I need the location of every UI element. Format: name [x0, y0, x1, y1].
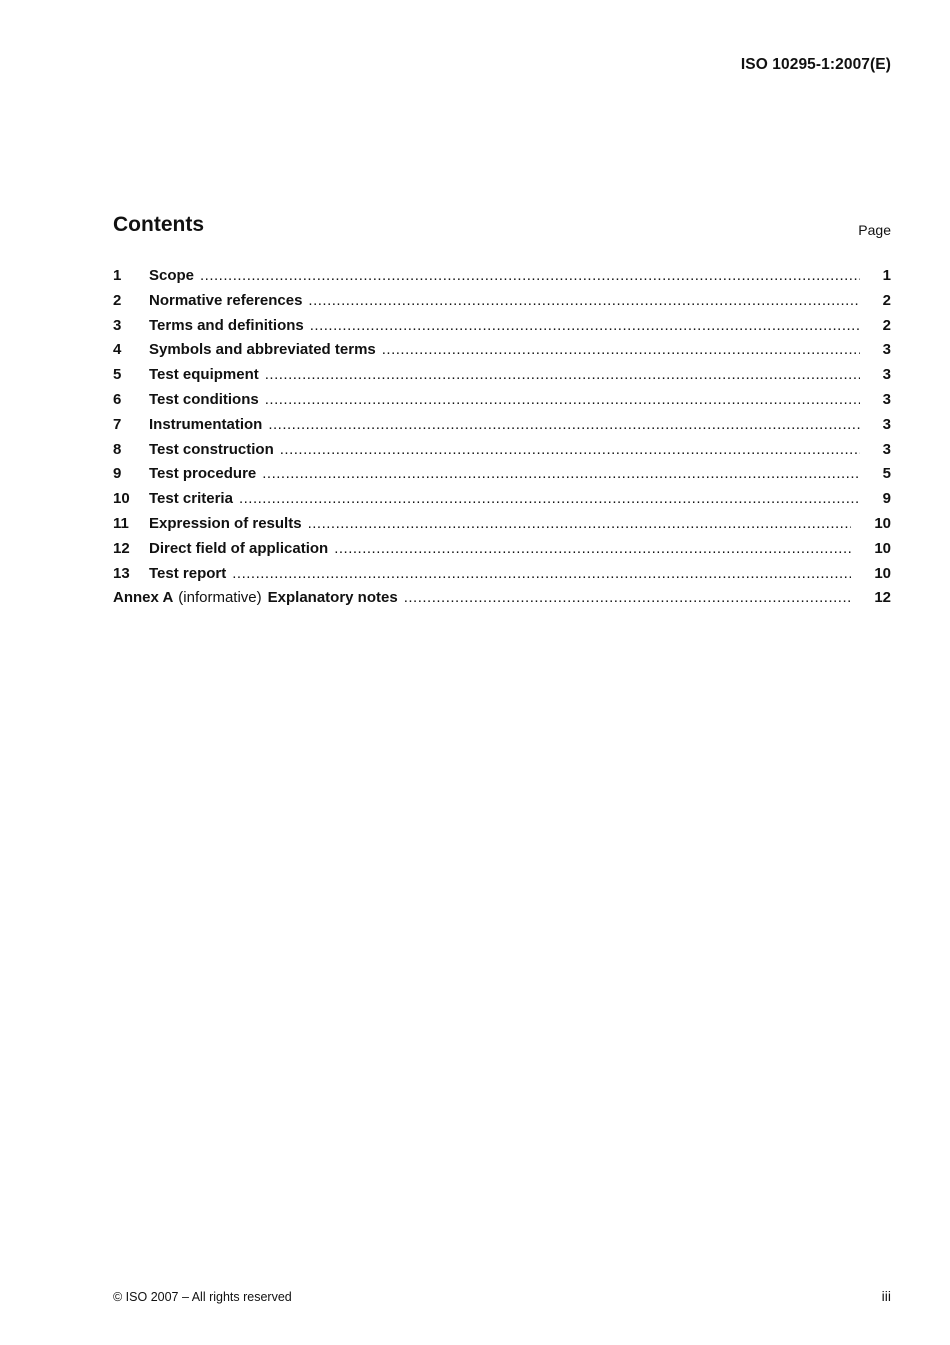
dot-leader	[268, 413, 860, 438]
toc-entry[interactable]	[113, 363, 891, 388]
toc-entry-page: 9	[882, 490, 891, 508]
toc-entry-title: Test construction	[149, 440, 274, 458]
toc-entry[interactable]	[113, 338, 891, 363]
dot-leader	[404, 586, 851, 611]
toc-entry-page: 2	[882, 316, 891, 334]
toc-entry-title: Test conditions	[149, 390, 259, 408]
toc-entry-page: 10	[874, 514, 891, 532]
annex-type: (informative)	[178, 589, 262, 607]
toc-entry-number: 12	[113, 539, 130, 557]
dot-leader	[308, 289, 860, 314]
copyright-notice: © ISO 2007 – All rights reserved	[113, 1290, 292, 1304]
toc-entry[interactable]	[113, 289, 891, 314]
toc-entry-title: Test report	[149, 564, 227, 582]
toc-entry-number: 2	[113, 291, 122, 309]
annex-title: Explanatory notes	[267, 589, 398, 607]
toc-entry-page: 3	[882, 440, 891, 458]
toc-entry-title: Test criteria	[149, 490, 233, 508]
toc-entry[interactable]	[113, 562, 891, 587]
toc-entry-title: Normative references	[149, 291, 303, 309]
toc-entry-page: 3	[882, 415, 891, 433]
toc-entry-number: 11	[113, 514, 129, 532]
toc-entry[interactable]	[113, 512, 891, 537]
toc-entry-number: 13	[113, 564, 130, 582]
toc-entry-title: Direct field of application	[149, 539, 329, 557]
toc-entry[interactable]	[113, 388, 891, 413]
annex-label: Annex A	[113, 589, 174, 607]
dot-leader	[310, 314, 860, 339]
toc-entry-page: 3	[882, 390, 891, 408]
page-number: iii	[881, 1288, 891, 1304]
toc-entry-title: Expression of results	[149, 514, 302, 532]
dot-leader	[265, 363, 860, 388]
toc-entry-title: Scope	[149, 267, 195, 284]
toc-entry-title: Instrumentation	[149, 415, 263, 433]
dot-leader	[382, 338, 860, 363]
toc-entry[interactable]	[113, 314, 891, 339]
dot-leader	[280, 438, 860, 463]
table-of-contents	[113, 264, 891, 611]
toc-entry-number: 8	[113, 440, 122, 458]
toc-entry-number: 4	[113, 341, 122, 359]
toc-entry[interactable]	[113, 537, 891, 562]
toc-entry[interactable]	[113, 413, 891, 438]
dot-leader	[265, 388, 860, 413]
toc-entry-number: 3	[113, 316, 122, 334]
toc-entry-page: 5	[882, 465, 891, 483]
toc-entry-page: 2	[882, 291, 891, 309]
toc-entry[interactable]	[113, 264, 891, 289]
toc-entry-title: Symbols and abbreviated terms	[149, 341, 376, 359]
toc-entry-number: 5	[113, 366, 122, 384]
toc-entry-page: 10	[874, 564, 891, 582]
toc-entry-title: Test procedure	[149, 465, 257, 483]
toc-entry-page: 3	[882, 366, 891, 384]
dot-leader	[334, 537, 851, 562]
standard-identifier: ISO 10295-1:2007(E)	[740, 56, 891, 73]
contents-title: Contents	[113, 213, 204, 236]
dot-leader	[308, 512, 851, 537]
toc-entry-page: 3	[882, 341, 891, 359]
toc-entry-number: 9	[113, 465, 122, 483]
toc-annex-entry[interactable]	[113, 586, 891, 611]
dot-leader	[200, 264, 860, 289]
toc-entry[interactable]	[113, 438, 891, 463]
toc-entry[interactable]	[113, 487, 891, 512]
toc-entry-number: 6	[113, 390, 122, 408]
dot-leader	[239, 487, 860, 512]
dot-leader	[232, 562, 851, 587]
toc-entry-title: Terms and definitions	[149, 316, 304, 334]
toc-entry-page: 12	[874, 589, 891, 607]
toc-header	[113, 213, 891, 243]
toc-entry[interactable]	[113, 462, 891, 487]
toc-entry-number: 7	[113, 415, 122, 433]
toc-entry-page: 1	[882, 267, 891, 284]
toc-entry-page: 10	[874, 539, 891, 557]
toc-entry-number: 1	[113, 267, 122, 284]
toc-entry-number: 10	[113, 490, 130, 508]
toc-entry-title: Test equipment	[149, 366, 259, 384]
page-column-label: Page	[858, 222, 891, 238]
dot-leader	[262, 462, 860, 487]
